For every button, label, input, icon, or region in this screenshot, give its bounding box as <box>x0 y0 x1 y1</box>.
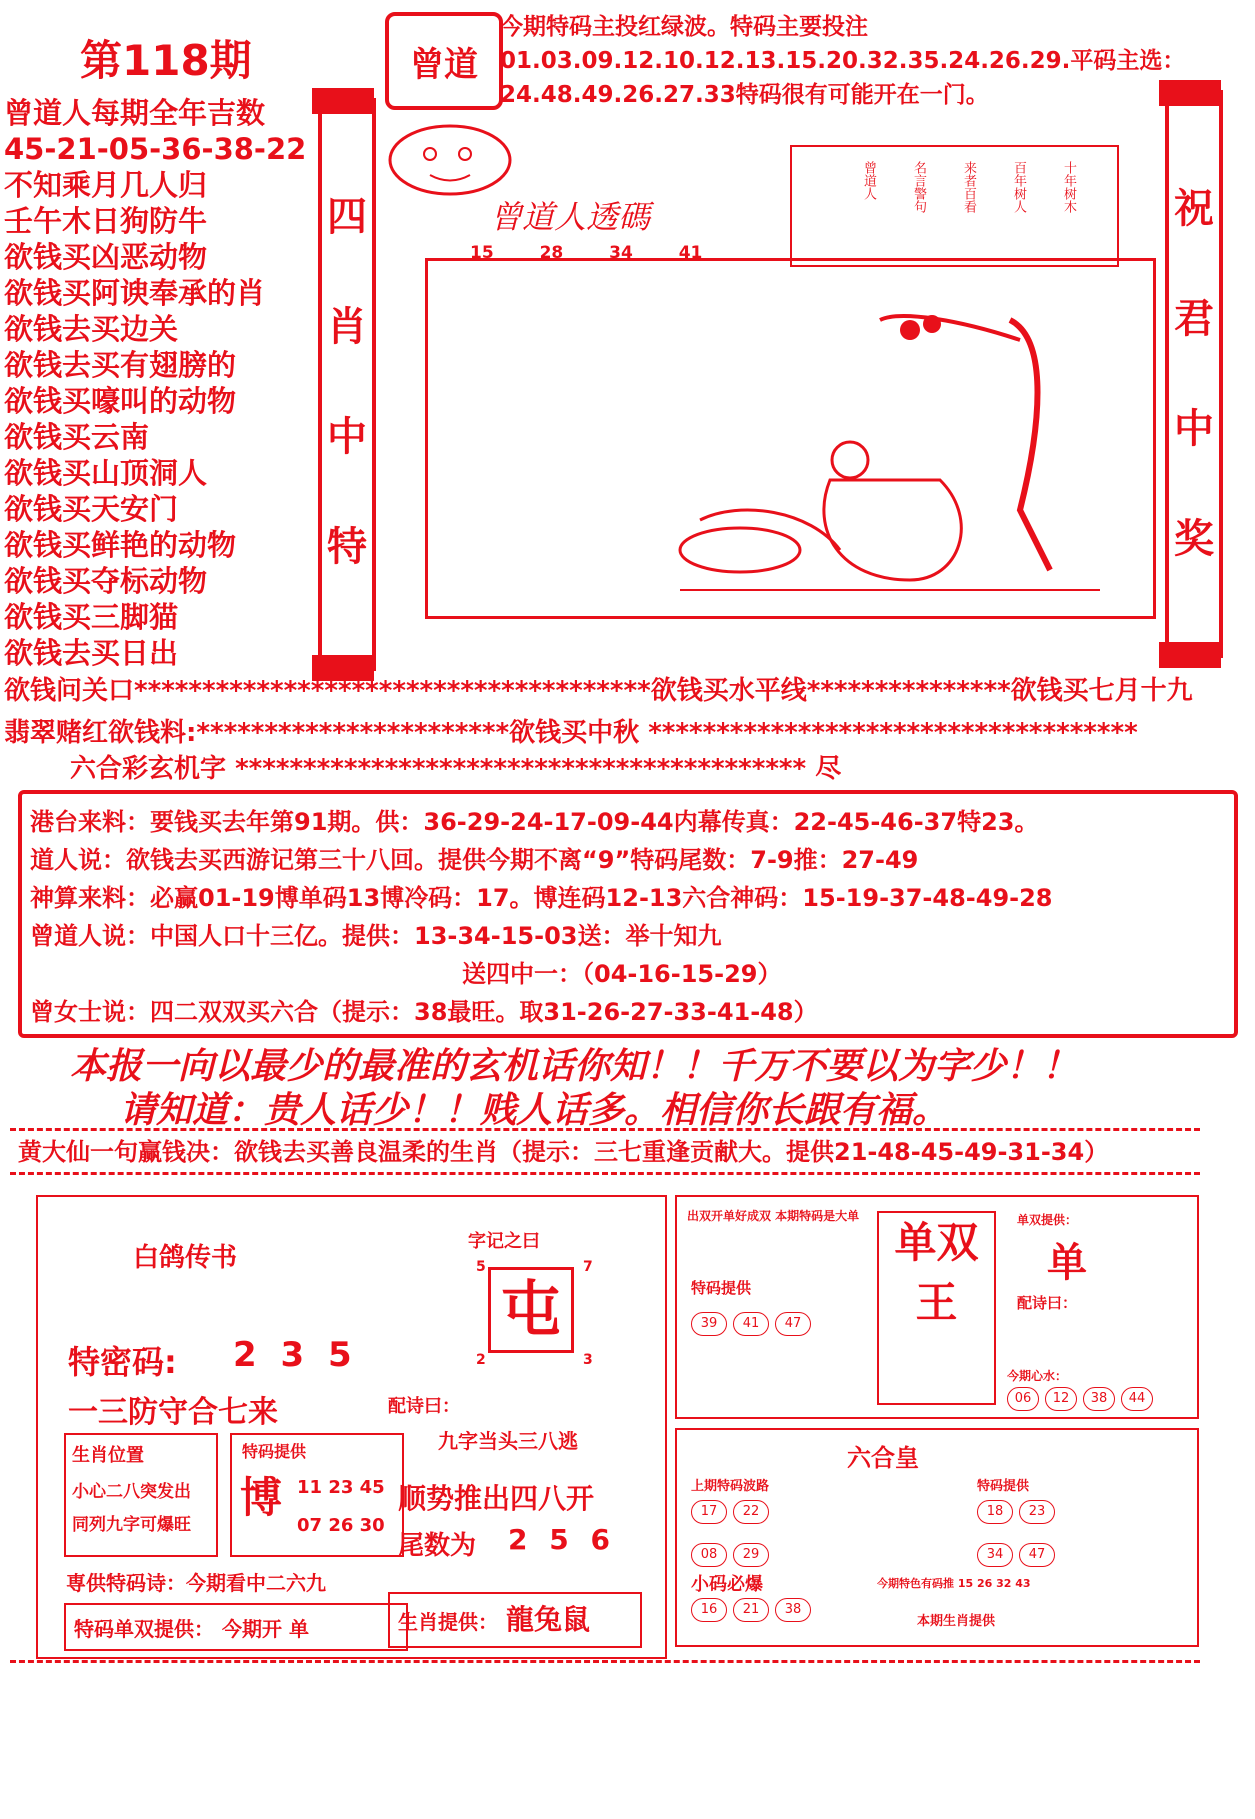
divider <box>10 1660 1200 1663</box>
mid-poem-label: 配诗曰： <box>388 1396 460 1417</box>
shunshi-line: 顺势推出四八开 <box>398 1482 595 1515</box>
right-scroll <box>1165 90 1223 658</box>
danshuang-king: 单双王 <box>877 1211 996 1405</box>
left-riddle-list <box>4 95 307 671</box>
star-line-3: 六合彩玄机字 ****************************************** 尽 <box>70 754 842 784</box>
picture-title: 曾道人透碼 <box>490 198 651 236</box>
pigeon-title: 白鸽传书 <box>133 1243 238 1273</box>
tema-phrase: 一三防守合七来 <box>68 1395 278 1430</box>
cartoon-head-icon <box>380 120 520 200</box>
info-line: 曾道人说：中国人口十三亿。提供：13-34-15-03送：举十知九 <box>30 922 722 950</box>
list-item: 欲钱买云南 <box>4 420 150 454</box>
slogan-1: 本报一向以最少的最准的玄机话你知！！千万不要以为字少！！ <box>70 1045 1079 1087</box>
te-box: 特码提供 博 11 23 45 07 26 30 <box>230 1433 404 1557</box>
list-item: 壬午木日狗防牛 <box>4 204 208 238</box>
ball-grid: 17 22 08 29 <box>691 1500 841 1567</box>
shengxiao-box: 生肖提供： 龍兔鼠 <box>388 1592 642 1648</box>
scroll-rod <box>312 88 374 114</box>
weishu-label: 尾数为 <box>398 1531 477 1561</box>
tema-label: 特密码: <box>68 1343 177 1381</box>
mid-poem: 九字当头三八逃 <box>438 1429 578 1453</box>
weishu-digits: 2 5 6 <box>508 1523 616 1556</box>
scroll-text: 祝 君 中 奖 <box>1174 185 1214 562</box>
danshuang-box: 特码单双提供： 今期开 单 <box>64 1603 408 1651</box>
bottom-right-top-panel: 出双开单好成双 本期特码是大单 特码提供 39 41 47 单双王 单双提供： 单 配诗曰： 今期心水： 06 12 38 44 <box>675 1195 1199 1419</box>
ball-grid: 16 21 38 <box>691 1598 881 1622</box>
tema-digits: 2 3 5 <box>233 1335 358 1375</box>
list-item: 欲钱买夺标动物 <box>4 564 208 598</box>
info-line: 神算来料：必赢01-19博单码13博冷码：17。博连码12-13六合神码：15-19-37-48-49-28 <box>30 884 1053 912</box>
list-item: 欲钱去买有翅膀的 <box>4 348 237 382</box>
list-item: 欲钱买阿谀奉承的肖 <box>4 276 266 310</box>
list-item: 欲钱买三脚猫 <box>4 600 179 634</box>
star-line-2: 翡翠赌红欲钱料:***********************欲钱买中秋 ************************************ <box>4 718 1138 748</box>
list-item: 不知乘月几人归 <box>4 168 208 202</box>
info-line: 道人说：欲钱去买西游记第三十八回。提供今期不离“9”特码尾数：7-9推：27-49 <box>30 846 919 874</box>
list-item: 曾道人每期全年吉数 <box>4 96 266 130</box>
zi-char: 屯 <box>488 1267 574 1353</box>
info-box <box>18 790 1238 1038</box>
info-line: 送四中一：（04-16-15-29） <box>462 960 782 988</box>
huang-daxian-line: 黄大仙一句赢钱决：欲钱去买善良温柔的生肖（提示：三七重逢贡献大。提供21-48-45-49-31-34） <box>18 1138 1109 1166</box>
special-poem: 専供特码诗：今期看中二六九 <box>66 1571 326 1595</box>
bottom-left-panel: 白鸽传书 特密码: 2 3 5 一三防守合七来 生肖位置 小心二八突发出 同列九字可爆旺 特码提供 博 11 23 45 07 26 30 専供特码诗：今期看中二六九 特码单双提供： 今期开 单 字记之曰 屯 5 7 2 3 配诗曰： 九字当头三八逃 顺势推出四八开 尾数为 2 5 6 生肖提供： 龍兔鼠 <box>36 1195 667 1659</box>
slogan-2: 请知道：贵人话少！！贱人话多。相信你长跟有福。 <box>120 1089 949 1131</box>
list-item: 欲钱买凶恶动物 <box>4 240 208 274</box>
logo-seal: 曾道 <box>385 12 503 110</box>
issue-number: 第118期 <box>80 36 252 85</box>
poem-panel: 十年树木 百年树人 来者百看 名言警句 曾道人 <box>790 145 1119 267</box>
ball-row: 39 41 47 <box>691 1312 817 1336</box>
scholar-illustration <box>580 280 1140 610</box>
list-item: 45-21-05-36-38-22 <box>4 132 307 166</box>
ball-row: 06 12 38 44 <box>1007 1387 1159 1411</box>
ball-grid: 18 23 34 47 <box>977 1500 1097 1567</box>
position-box: 生肖位置 小心二八突发出 同列九字可爆旺 <box>64 1433 218 1557</box>
info-line: 曾女士说：四二双双买六合（提示：38最旺。取31-26-27-33-41-48） <box>30 998 818 1026</box>
list-item: 欲钱买嚎叫的动物 <box>4 384 237 418</box>
picture-numbers: 15 28 34 41 <box>470 243 703 263</box>
divider <box>10 1128 1200 1131</box>
zi-title: 字记之曰 <box>468 1231 540 1252</box>
list-item: 欲钱买鲜艳的动物 <box>4 528 237 562</box>
list-item: 欲钱买天安门 <box>4 492 179 526</box>
list-item: 欲钱买山顶洞人 <box>4 456 208 490</box>
bottom-right-lower-panel: 六合皇 上期特码波路 17 22 08 29 小码必爆 16 21 38 特码提供 18 23 34 47 今期特色有码推 15 26 32 43 本期生肖提供 <box>675 1428 1199 1647</box>
left-scroll <box>318 98 376 671</box>
scroll-rod <box>1159 80 1221 106</box>
list-item: 欲钱去买日出 <box>4 636 179 670</box>
star-line-1: 欲钱问关口**************************************欲钱买水平线***************欲钱买七月十九 <box>4 676 1193 706</box>
info-line: 港台来料：要钱买去年第91期。供：36-29-24-17-09-44内幕传真：22-45-46-37特23。 <box>30 808 1039 836</box>
divider <box>10 1172 1200 1175</box>
headline-text: 今期特码主投红绿波。特码主要投注01.03.09.12.10.12.13.15.20.32.35.24.26.29.平码主选：24.48.49.26.27.33特码很有可能开在一门。 <box>500 14 1186 108</box>
scroll-text: 四 肖 中 特 <box>327 193 367 570</box>
list-item: 欲钱去买边关 <box>4 312 179 346</box>
scroll-rod <box>1159 642 1221 668</box>
